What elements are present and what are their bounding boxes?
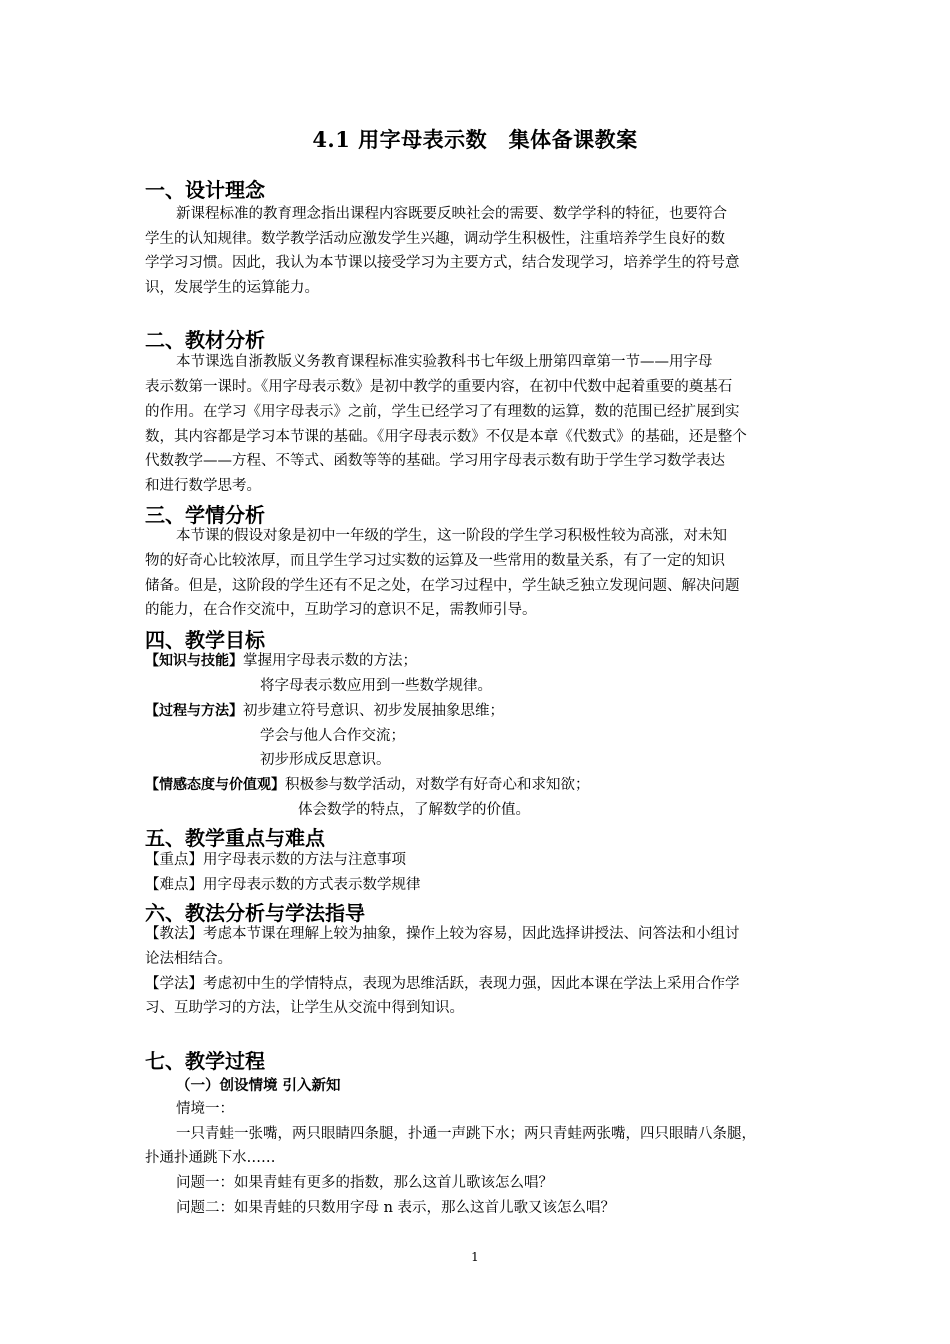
objective-text: 掌握用字母表示数的方法； — [243, 653, 417, 669]
paragraph-line: 论法相结合。 — [145, 951, 232, 967]
paragraph-line: 本节课选自浙教版义务教育课程标准实验教科书七年级上册第四章第一节——用字母 — [176, 354, 713, 370]
section-heading-design-concept: 一、设计理念 — [145, 178, 265, 202]
paragraph-line: 学学习习惯。因此，我认为本节课以接受学习为主要方式，结合发现学习，培养学生的符号意 — [145, 255, 740, 271]
paragraph-line: 的能力，在合作交流中，互助学习的意识不足，需教师引导。 — [145, 602, 537, 618]
section-heading-methods: 六、教法分析与学法指导 — [145, 901, 365, 925]
key-point-line: 【重点】用字母表示数的方法与注意事项 — [145, 852, 406, 868]
section-heading-key-points: 五、教学重点与难点 — [145, 826, 325, 850]
paragraph-line: 表示数第一课时。《用字母表示数》是初中教学的重要内容，在初中代数中起着重要的奠基石 — [145, 379, 733, 395]
paragraph-line: 识，发展学生的运算能力。 — [145, 280, 319, 296]
objective-text: 将字母表示数应用到一些数学规律。 — [260, 678, 492, 694]
page-title: 4.1 用字母表示数 集体备课教案 — [312, 127, 638, 152]
paragraph-line: 本节课的假设对象是初中一年级的学生，这一阶段的学生学习积极性较为高涨，对未知 — [176, 528, 727, 544]
objective-process — [145, 702, 504, 720]
paragraph-line: 代数教学——方程、不等式、函数等等的基础。学习用字母表示数有助于学生学习数学表达 — [145, 453, 725, 469]
objective-text: 积极参与数学活动，对数学有好奇心和求知欲； — [285, 777, 590, 793]
paragraph-line: 物的好奇心比较浓厚，而且学生学习过实数的运算及一些常用的数量关系，有了一定的知识 — [145, 553, 725, 569]
paragraph-line: 的作用。在学习《用字母表示》之前，学生已经学习了有理数的运算，数的范围已经扩展到实 — [145, 404, 740, 420]
difficult-point-line: 【难点】用字母表示数的方式表示数学规律 — [145, 877, 421, 893]
page-number: 1 — [471, 1250, 479, 1264]
objective-label: 【过程与方法】 — [145, 703, 243, 719]
section-heading-teaching-process: 七、教学过程 — [145, 1049, 265, 1073]
paragraph-line: 储备。但是，这阶段的学生还有不足之处，在学习过程中，学生缺乏独立发现问题、解决问题 — [145, 578, 740, 594]
paragraph-line: 扑通扑通跳下水…… — [145, 1150, 276, 1166]
section-heading-textbook-analysis: 二、教材分析 — [145, 328, 265, 352]
question-line: 问题一：如果青蛙有更多的指数，那么这首儿歌该怎么唱？ — [176, 1175, 553, 1191]
objective-emotion — [145, 776, 590, 794]
paragraph-line: 一只青蛙一张嘴，两只眼睛四条腿，扑通一声跳下水；两只青蛙两张嘴，四只眼睛八条腿， — [176, 1126, 756, 1142]
paragraph-line: 情境一： — [176, 1101, 234, 1117]
paragraph-line: 和进行数学思考。 — [145, 478, 261, 494]
objective-text: 初步形成反思意识。 — [260, 752, 391, 768]
question-line: 问题二：如果青蛙的只数用字母 n 表示，那么这首儿歌又该怎么唱？ — [176, 1200, 616, 1216]
paragraph-line: 学生的认知规律。数学教学活动应激发学生兴趣，调动学生积极性，注重培养学生良好的数 — [145, 231, 725, 247]
objective-text: 体会数学的特点，了解数学的价值。 — [298, 802, 530, 818]
paragraph-line: 新课程标准的教育理念指出课程内容既要反映社会的需要、数学学科的特征，也要符合 — [176, 206, 727, 222]
section-heading-teaching-objectives: 四、教学目标 — [145, 628, 265, 652]
objective-text: 学会与他人合作交流； — [260, 728, 405, 744]
subsection-heading: （一）创设情境 引入新知 — [176, 1078, 341, 1094]
paragraph-line: 数，其内容都是学习本节课的基础。《用字母表示数》不仅是本章《代数式》的基础，还是整个 — [145, 429, 747, 445]
paragraph-line: 习、互助学习的方法，让学生从交流中得到知识。 — [145, 1000, 464, 1016]
objective-knowledge — [145, 652, 417, 670]
section-heading-student-analysis: 三、学情分析 — [145, 503, 265, 527]
paragraph-line: 【学法】考虑初中生的学情特点，表现为思维活跃，表现力强，因此本课在学法上采用合作学 — [145, 976, 740, 992]
objective-text: 初步建立符号意识、初步发展抽象思维； — [243, 703, 504, 719]
paragraph-line: 【教法】考虑本节课在理解上较为抽象，操作上较为容易，因此选择讲授法、问答法和小组讨 — [145, 926, 740, 942]
objective-label: 【情感态度与价值观】 — [145, 777, 285, 793]
objective-label: 【知识与技能】 — [145, 653, 243, 669]
